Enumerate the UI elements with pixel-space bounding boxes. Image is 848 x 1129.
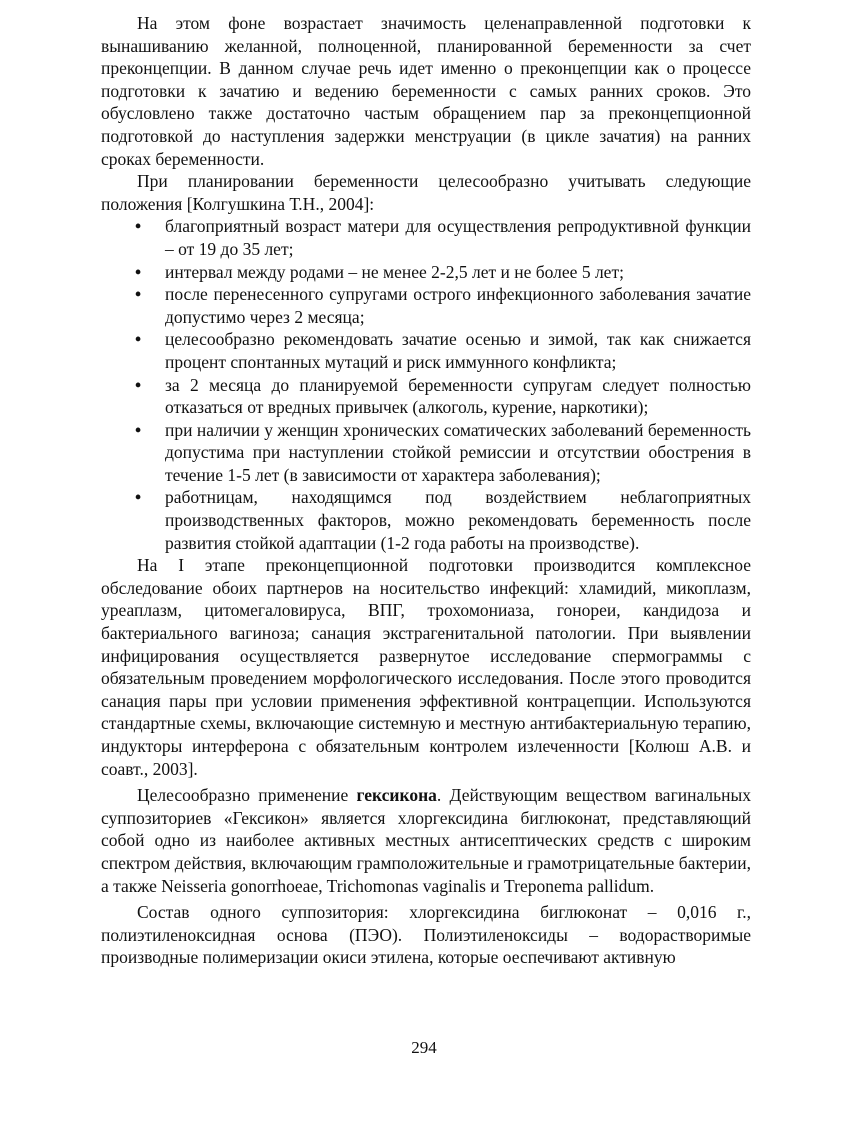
page-body (101, 12, 751, 969)
drug-name-bold: гексикона (356, 785, 437, 806)
list-item (135, 486, 751, 554)
paragraph-planning-positions: При планировании беременности целесообразно учитывать следующие положения [Колгушкина Т.Н., 2004]: (101, 171, 751, 214)
planning-positions-list (101, 215, 751, 554)
list-item-text: при наличии у женщин хронических соматических заболеваний беременность допустима при наступлении стойкой ремиссии и отсутствии обострения в течение 1-5 лет (в зависимости от характера заболевания); (165, 419, 751, 485)
bullet-icon: • (135, 216, 142, 237)
list-item-text: работницам, находящимся под воздействием неблагоприятных производственных факторов, можно рекомендовать беременность после развития стойкой адаптации (1-2 года работы на производстве). (165, 487, 751, 553)
paragraph-hexicon (101, 784, 751, 897)
bullet-icon: • (135, 374, 142, 395)
list-item-text: благоприятный возраст матери для осуществления репродуктивной функции – от 19 до 35 лет; (165, 216, 751, 259)
list-item (135, 261, 751, 284)
list-item (135, 283, 751, 328)
bullet-icon: • (135, 329, 142, 350)
list-item-text: после перенесенного супругами острого инфекционного заболевания зачатие допустимо через 2 месяца; (165, 284, 751, 327)
paragraph-preconception-intro: На этом фоне возрастает значимость целенаправленной подготовки к вынашиванию желанной, полноценной, планированной беременности за счет преконцепции. В данном случае речь идет именно о преконцепции как о процессе подготовки к зачатию и ведению беременности с самых ранних сроков. Это обусловлено также достаточно частым обращением пар за преконцепционной подготовкой до наступления задержки менструации (в цикле зачатия) на ранних сроках беременности. (101, 13, 751, 169)
list-item-text: интервал между родами – не менее 2-2,5 лет и не более 5 лет; (165, 261, 624, 282)
list-item (135, 215, 751, 260)
bullet-icon: • (135, 419, 142, 440)
bullet-icon: • (135, 487, 142, 508)
list-item-text: за 2 месяца до планируемой беременности супругам следует полностью отказаться от вредных привычек (алкоголь, курение, наркотики); (165, 374, 751, 418)
list-item (135, 419, 751, 487)
list-item (135, 374, 751, 419)
bullet-icon: • (135, 284, 142, 305)
bullet-icon: • (135, 261, 142, 282)
paragraph-hexicon-rest: . Действующим веществом вагинальных суппозиториев «Гексикон» является хлоргексидина биглюконат, представляющий собой одно из наиболее активных местных антисептических средств с широким спектром действия, включающим грамположительные и грамотрицательные бактерии, а также Neisseria gonorrhoeae, Trichomonas vaginalis и Treponema pallidum. (101, 785, 751, 896)
paragraph-suppository-composition: Состав одного суппозитория: хлоргексидина биглюконат – 0,016 г., полиэтиленоксидная основа (ПЭО). Полиэтиленоксиды – водорастворимые производные полимеризации окиси этилена, которые оеспечивают активную (101, 902, 751, 968)
list-item (135, 328, 751, 373)
list-item-text: целесообразно рекомендовать зачатие осенью и зимой, так как снижается процент спонтанных мутаций и риск иммунного конфликта; (165, 329, 751, 372)
paragraph-stage-one: На I этапе преконцепционной подготовки производится комплексное обследование обоих партнеров на носительство инфекций: хламидий, микоплазм, уреаплазм, цитомегаловируса, ВПГ, трохомониаза, гонореи, кандидоза и бактериального вагиноза; санация экстрагенитальной патологии. При выявлении инфицирования осуществляется развернутое исследование спермограммы с обязательным проведением морфологического исследования. После этого проводится санация пары при условии применения эффективной контрацепции. Используются стандартные схемы, включающие системную и местную антибактериальную терапию, индукторы интерферона с обязательным контролем излеченности [Колюш А.В. и соавт., 2003]. (101, 555, 751, 779)
page-number: 294 (411, 1038, 437, 1057)
paragraph-hexicon-start: Целесообразно применение (137, 785, 357, 806)
